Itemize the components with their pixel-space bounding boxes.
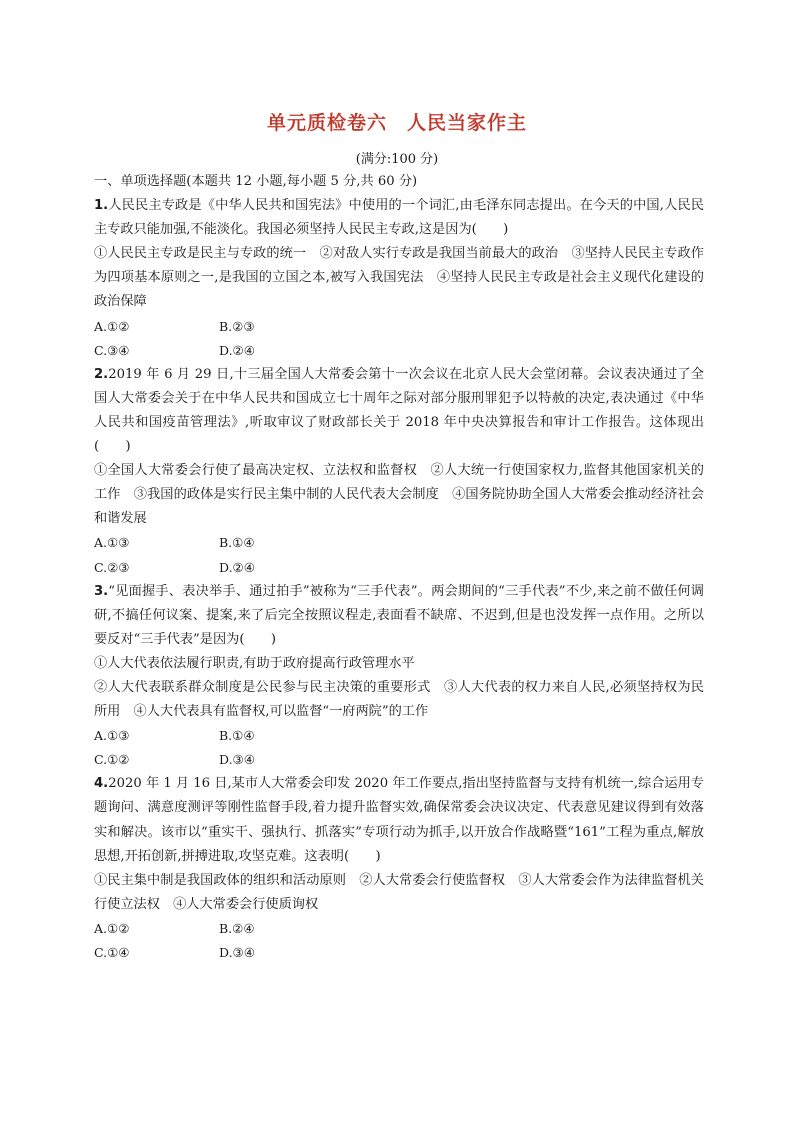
option-b[interactable]: B.①④ — [219, 728, 255, 744]
question-text: 2019 年 6 月 29 日,十三届全国人大常委会第十一次会议在北京人民大会堂闭幕。会议表决通过了全国人大常委会关于在中华人民共和国成立七十周年之际对部分服刑罪犯予以特赦的决定,表决通过《中华人民共和国疫苗管理法》,听取审议了财政部长关于 2018 年中央决算报告和审计工作报告。这体现出( ) — [94, 366, 704, 455]
option-row — [94, 339, 704, 363]
question-statements: ①全国人大常委会行使了最高决定权、立法权和监督权 ②人大统一行使国家权力,监督其他国家机关的工作 ③我国的政体是实行民主集中制的人民代表大会制度 ④国务院协助全国人大常委会推动经济社会和谐发展 — [94, 463, 704, 527]
option-row — [94, 556, 704, 580]
option-a[interactable]: A.①② — [94, 920, 130, 936]
question-stem — [94, 194, 704, 242]
question-statements: ①人大代表依法履行职责,有助于政府提高行政管理水平 — [94, 655, 415, 671]
option-d[interactable]: D.②④ — [219, 559, 255, 575]
option-c[interactable]: C.③④ — [94, 342, 130, 358]
question-statements: ②人大代表联系群众制度是公民参与民主决策的重要形式 ③人大代表的权力来自人民,必须坚持权为民所用 ④人大代表具有监督权,可以监督“一府两院”的工作 — [94, 679, 704, 720]
option-d[interactable]: D.③④ — [219, 945, 255, 960]
question-2 — [94, 363, 704, 580]
question-statements: ①人民民主专政是民主与专政的统一 ②对敌人实行专政是我国当前最大的政治 ③坚持人民民主专政作为四项基本原则之一,是我国的立国之本,被写入我国宪法 ④坚持人民民主专政是社会主义现代化建设的政治保障 — [94, 246, 704, 310]
question-text: “见面握手、表决举手、通过拍手”被称为“三手代表”。两会期间的“三手代表”不少,来之前不做任何调研,不搞任何议案、提案,来了后完全按照议程走,表面看不缺席、不迟到,但是也没发挥一点作用。之所以要反对“三手代表”是因为( ) — [94, 583, 704, 647]
question-stem — [94, 580, 704, 652]
option-row — [94, 917, 704, 941]
option-row — [94, 315, 704, 339]
option-d[interactable]: D.②④ — [219, 342, 255, 358]
question-number: 1. — [94, 198, 109, 214]
option-row — [94, 941, 704, 965]
page-title: 单元质检卷六 人民当家作主 — [266, 112, 527, 134]
question-text: 2020 年 1 月 16 日,某市人大常委会印发 2020 年工作要点,指出坚持监督与支持有机统一,综合运用专题询问、满意度测评等刚性监督手段,着力提升监督实效,确保常委会决议决定、代表意见建议得到有效落实和解决。该市以“重实干、强执行、抓落实”专项行动为抓手,以开放合作战略暨“161”工程为重点,解放思想,开拓创新,拼搏进取,攻坚克难。这表明( ) — [94, 776, 704, 864]
option-row — [94, 748, 704, 772]
option-c[interactable]: C.②③ — [94, 559, 130, 575]
option-b[interactable]: B.②④ — [219, 920, 255, 936]
score-note: (满分:100 分) — [355, 152, 439, 167]
option-b[interactable]: B.①④ — [219, 535, 255, 551]
question-number: 3. — [94, 583, 109, 599]
question-3 — [94, 580, 704, 773]
option-row — [94, 531, 704, 555]
question-list — [94, 170, 704, 965]
option-a[interactable]: A.①③ — [94, 535, 130, 551]
question-number: 2. — [94, 366, 109, 382]
option-d[interactable]: D.③④ — [219, 752, 255, 768]
question-statements: ①民主集中制是我国政体的组织和活动原则 ②人大常委会行使监督权 ③人大常委会作为法律监督机关行使立法权 ④人大常委会行使质询权 — [94, 872, 704, 912]
option-c[interactable]: C.①④ — [94, 945, 130, 960]
question-text: 人民民主专政是《中华人民共和国宪法》中使用的一个词汇,由毛泽东同志提出。在今天的中国,人民民主专政只能加强,不能淡化。我国必须坚持人民民主专政,这是因为( ) — [94, 198, 704, 238]
question-4 — [94, 772, 704, 965]
option-a[interactable]: A.①③ — [94, 728, 130, 744]
option-a[interactable]: A.①② — [94, 318, 130, 334]
question-number: 4. — [94, 776, 109, 792]
question-1 — [94, 194, 704, 363]
question-stem — [94, 363, 704, 459]
section-heading: 一、单项选择题(本题共 12 小题,每小题 5 分,共 60 分) — [94, 174, 418, 189]
question-stem — [94, 772, 704, 868]
option-row — [94, 724, 704, 748]
option-c[interactable]: C.①② — [94, 752, 130, 768]
option-b[interactable]: B.②③ — [219, 318, 255, 334]
